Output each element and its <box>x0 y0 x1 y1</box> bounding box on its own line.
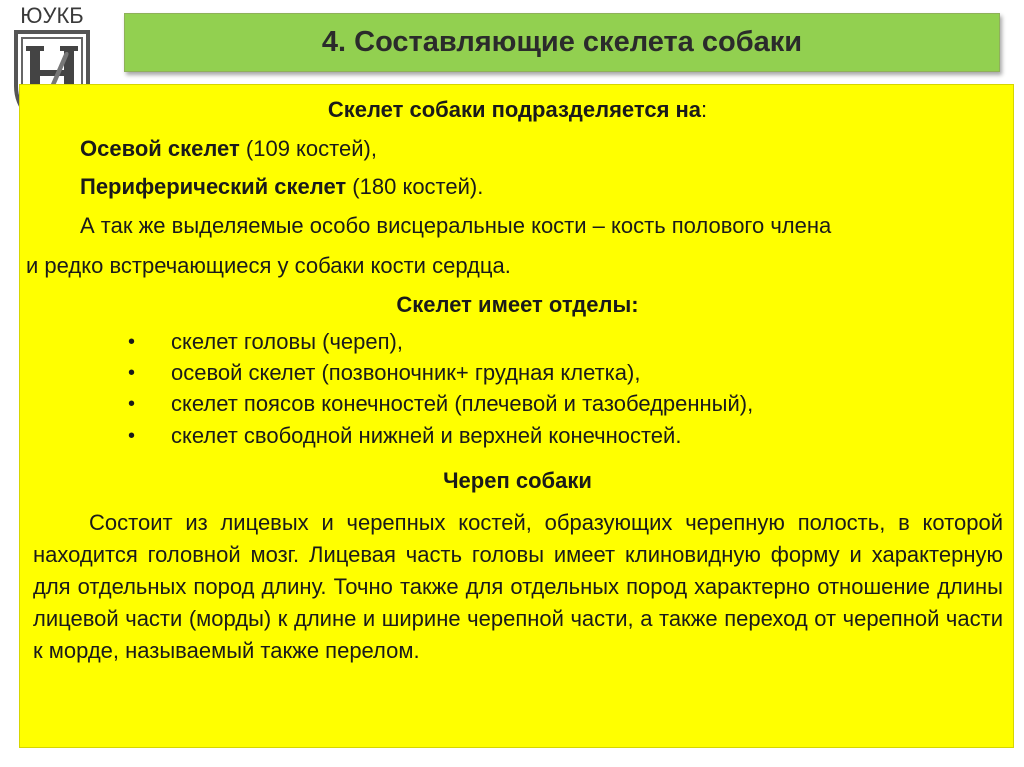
skull-paragraph: Состоит из лицевых и черепных костей, образующих черепную полость, в которой находится головной мозг. Лицевая часть головы имеет клиновидную форму и характерную для отдельных пород длину. Точно также для отдельных пород характерно отношение длины лицевой части (морды) к длине и ширине черепной части, а также переход от черепной части к морде, называемый также перелом. <box>33 510 1003 663</box>
list-item-text: скелет поясов конечностей (плечевой и тазобедренный), <box>171 391 754 416</box>
logo-text: ЮУКБ <box>20 3 84 28</box>
list-item-text: осевой скелет (позвоночник+ грудная клетка), <box>171 360 641 385</box>
bullet-icon: • <box>128 393 136 415</box>
list-item-text: скелет свободной нижней и верхней конечностей. <box>171 423 682 448</box>
axial-skeleton-line: Осевой скелет (109 костей), <box>80 136 377 161</box>
content-panel <box>19 84 1014 748</box>
list-item-text: скелет головы (череп), <box>171 329 403 354</box>
visceral-bones-line-2: и редко встречающиеся у собаки кости сердца. <box>26 253 511 278</box>
slide-title: 4. Составляющие скелета собаки <box>321 26 803 58</box>
bullet-icon: • <box>128 331 136 353</box>
title-bar <box>124 13 1000 72</box>
bullet-icon: • <box>128 362 136 384</box>
peripheral-skeleton-line: Периферический скелет (180 костей). <box>80 174 484 199</box>
bullet-icon: • <box>128 425 136 447</box>
visceral-bones-line-1: А так же выделяемые особо висцеральные кости – кость полового члена <box>80 213 832 238</box>
intro-heading: Скелет собаки подразделяется на: <box>327 97 708 122</box>
skull-heading: Череп собаки <box>443 468 592 493</box>
sections-heading: Скелет имеет отделы: <box>396 292 639 317</box>
